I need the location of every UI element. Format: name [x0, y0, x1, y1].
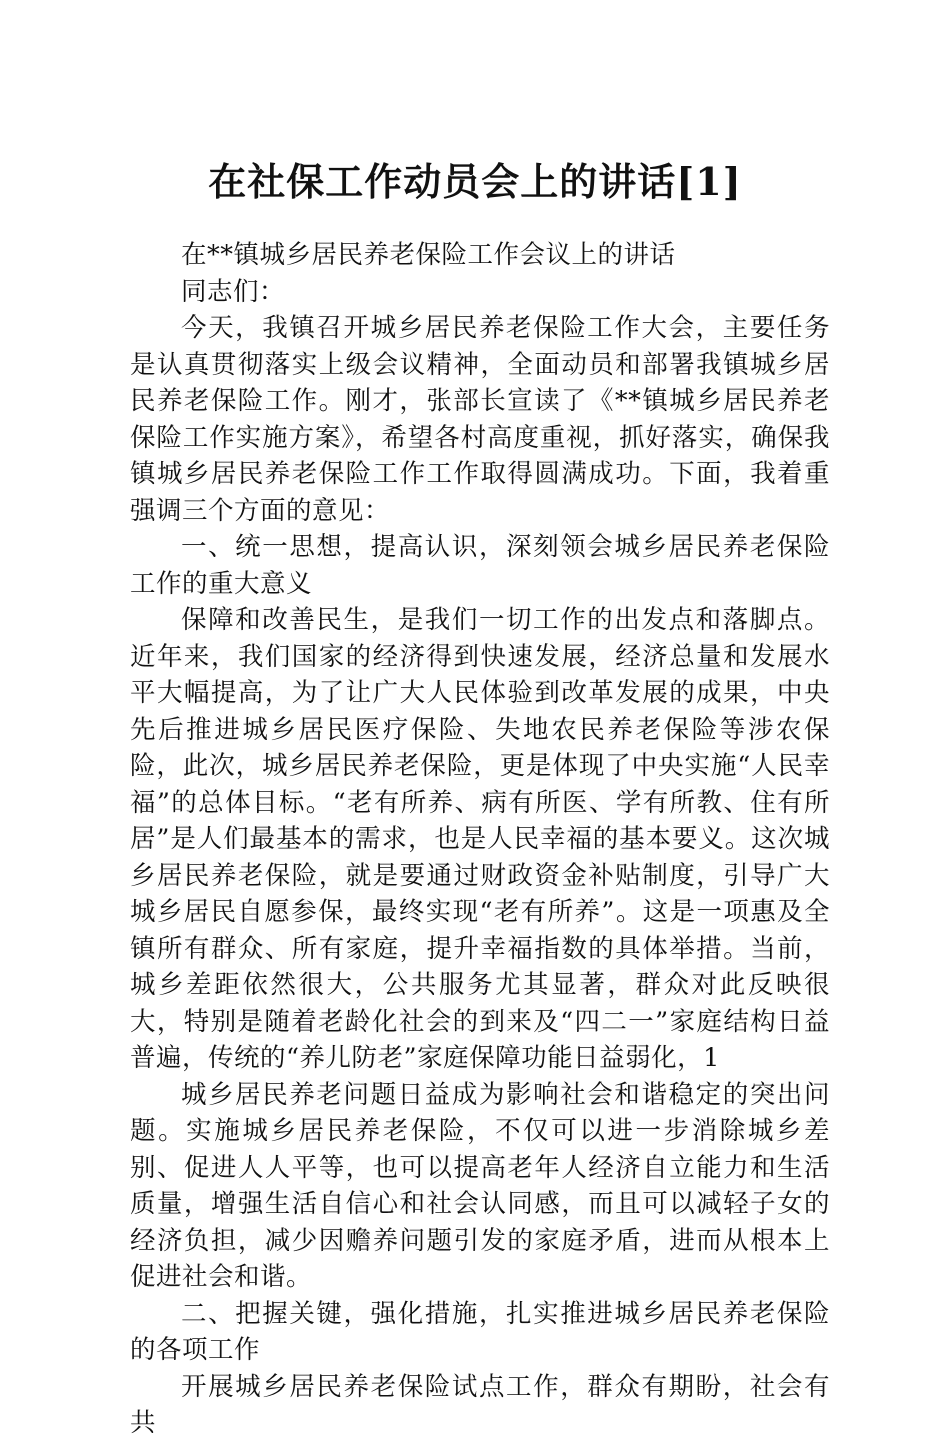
body-paragraph: 开展城乡居民养老保险试点工作，群众有期盼，社会有共 — [130, 1371, 830, 1438]
salutation-paragraph: 同志们： — [181, 276, 286, 307]
body-paragraph: 今天，我镇召开城乡居民养老保险工作大会，主要任务是认真贯彻落实上级会议精神，全面动员和部署我镇城乡居民养老保险工作。刚才，张部长宣读了《**镇城乡居民养老保险工作实施方案》，希望各村高度重视，抓好落实，确保我镇城乡居民养老保险工作工作取得圆满成功。下面，我着重强调三个方面的意见： — [130, 313, 830, 526]
body-paragraph: 城乡居民养老问题日益成为影响社会和谐稳定的突出问题。实施城乡居民养老保险，不仅可以进一步消除城乡差别、促进人人平等，也可以提高老年人经济自立能力和生活质量，增强生活自信心和社会认同感，而且可以减轻子女的经济负担，减少因赡养问题引发的家庭矛盾，进而从根本上促进社会和谐。 — [130, 1079, 830, 1292]
section-heading: 一、统一思想，提高认识，深刻领会城乡居民养老保险工作的重大意义 — [130, 532, 830, 599]
subtitle-paragraph: 在**镇城乡居民养老保险工作会议上的讲话 — [181, 240, 676, 270]
body-paragraph: 保障和改善民生，是我们一切工作的出发点和落脚点。近年来，我们国家的经济得到快速发展，经济总量和发展水平大幅提高，为了让广大人民体验到改革发展的成果，中央先后推进城乡居民医疗保险、失地农民养老保险等涉农保险，此次，城乡居民养老保险，更是体现了中央实施“人民幸福”的总体目标。“老有所养、病有所医、学有所教、住有所居”是人们最基本的需求，也是人民幸福的基本要义。这次城乡居民养老保险，就是要通过财政资金补贴制度，引导广大城乡居民自愿参保，最终实现“老有所养”。这是一项惠及全镇所有群众、所有家庭，提升幸福指数的具体举措。当前，城乡差距依然很大，公共服务尤其显著，群众对此反映很大，特别是随着老龄化社会的到来及“四二一”家庭结构日益普遍，传统的“养儿防老”家庭保障功能日益弱化，1 — [130, 605, 830, 1073]
document-title: 在社保工作动员会上的讲话[1] — [208, 159, 742, 204]
section-heading: 二、把握关键，强化措施，扎实推进城乡居民养老保险的各项工作 — [130, 1298, 830, 1365]
document-body — [130, 237, 830, 1442]
